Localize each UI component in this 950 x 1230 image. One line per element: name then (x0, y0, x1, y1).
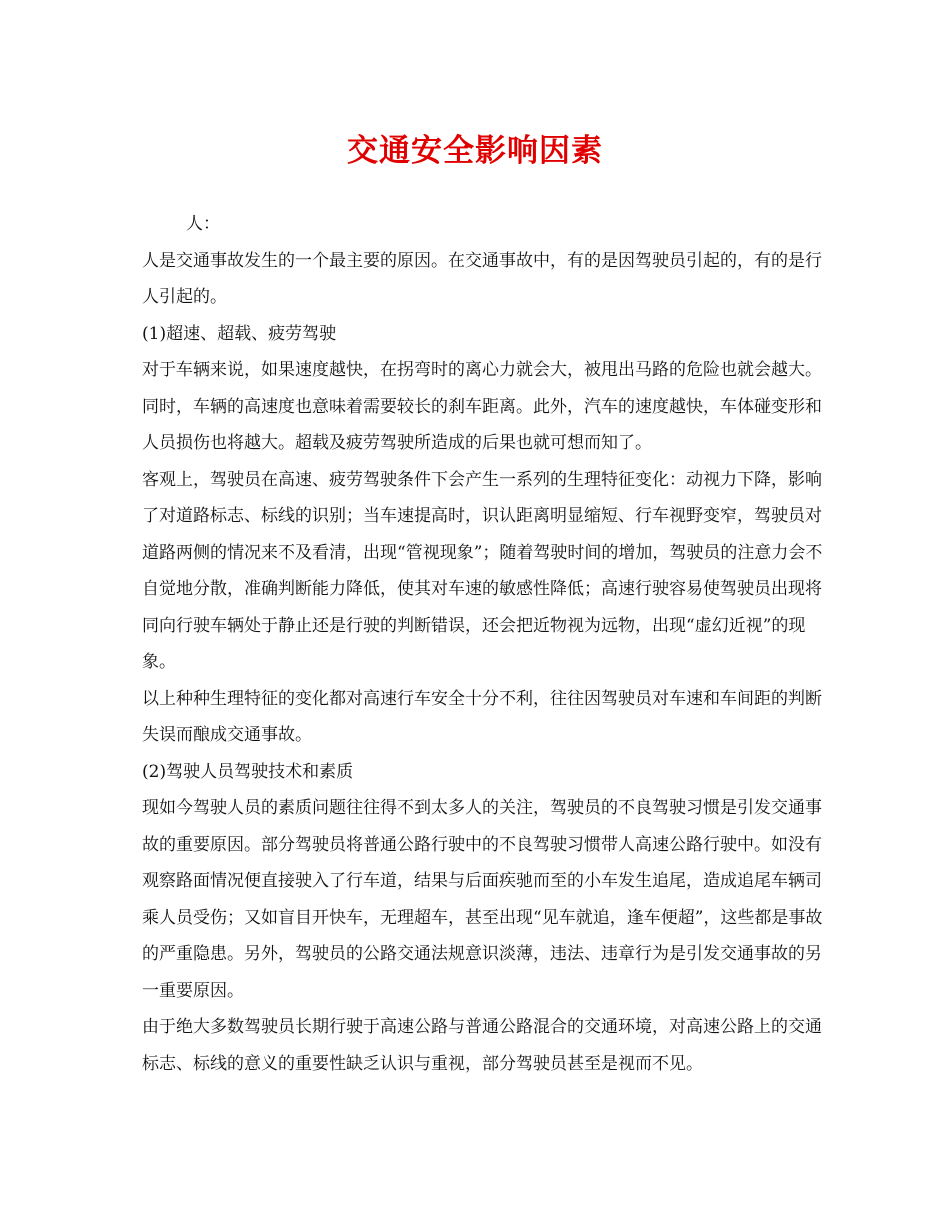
paragraph-driver-quality: 现如今驾驶人员的素质问题往往得不到太多人的关注，驾驶员的不良驾驶习惯是引发交通事故的重要原因。部分驾驶员将普通公路行驶中的不良驾驶习惯带人高速公路行驶中。如没有观察路面情况便直接驶入了行车道，结果与后面疾驰而至的小车发生追尾，造成追尾车辆司乘人员受伤；又如盲目开快车，无理超车，甚至出现“见车就追，逢车便超”，这些都是事故的严重隐患。另外，驾驶员的公路交通法规意识淡薄，违法、违章行为是引发交通事故的另一重要原因。 (142, 798, 823, 1001)
subheading-driver-skills: (2)驾驶人员驾驶技术和素质 (142, 761, 354, 782)
paragraph-speed-effects: 对于车辆来说，如果速度越快，在拐弯时的离心力就会大，被甩出马路的危险也就会越大。同时，车辆的高速度也意味着需要较长的刹车距离。此外，汽车的速度越快，车体碰变形和人员损伤也将越大。超载及疲劳驾驶所造成的后果也就可想而知了。 (142, 360, 822, 453)
subheading-speeding: (1)超速、超载、疲劳驾驶 (142, 323, 337, 344)
paragraph-physiological-changes: 客观上，驾驶员在高速、疲劳驾驶条件下会产生一系列的生理特征变化：动视力下降，影响了对道路标志、标线的识别；当车速提高时，识认距离明显缩短、行车视野变窄，驾驶员对道路两侧的情况来不及看清，出现“管视现象”；随着驾驶时间的增加，驾驶员的注意力会不自觉地分散，准确判断能力降低，使其对车速的敏感性降低；高速行驶容易使驾驶员出现将同向行驶车辆处于静止还是行驶的判断错误，还会把近物视为远物，出现“虚幻近视”的现象。 (142, 469, 823, 672)
paragraph-intro: 人是交通事故发生的一个最主要的原因。在交通事故中，有的是因驾驶员引起的，有的是行人引起的。 (142, 250, 822, 307)
paragraph-traffic-signs: 由于绝大多数驾驶员长期行驶于高速公路与普通公路混合的交通环境，对高速公路上的交通标志、标线的意义的重要性缺乏认识与重视，部分驾驶员甚至是视而不见。 (142, 1017, 822, 1074)
paragraph-conclusion-physiology: 以上种种生理特征的变化都对高速行车安全十分不利，往往因驾驶员对车速和车间距的判断失误而酿成交通事故。 (142, 688, 822, 745)
section-label-people: 人： (186, 214, 220, 234)
document-title: 交通安全影响因素 (347, 133, 603, 169)
document-body (142, 206, 832, 1082)
